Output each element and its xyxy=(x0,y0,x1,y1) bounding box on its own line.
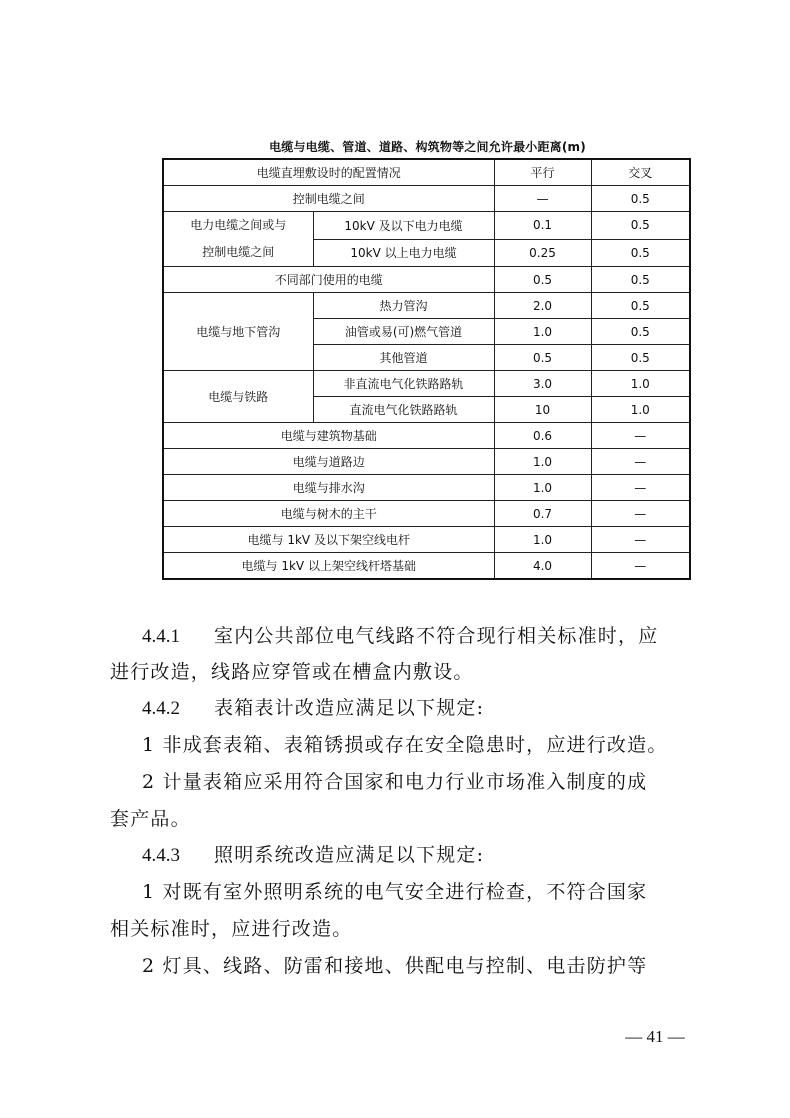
group-label-line: 电力电缆之间或与 xyxy=(190,218,287,232)
clause-4-4-3-item2-line1: 2 灯具、线路、防雷和接地、供配电与控制、电击防护等 xyxy=(142,955,648,977)
row-label: 其他管道 xyxy=(313,345,494,371)
row-parallel: 0.25 xyxy=(494,239,591,267)
cable-distance-table xyxy=(162,158,691,580)
table-row xyxy=(163,212,690,240)
row-parallel: — xyxy=(494,186,591,212)
table-row xyxy=(163,449,690,475)
clause-text: 照明系统改造应满足以下规定: xyxy=(214,844,485,866)
table-row xyxy=(163,423,690,449)
row-label: 电缆与树木的主干 xyxy=(163,501,494,527)
header-cross: 交叉 xyxy=(591,159,690,186)
row-cross: 0.5 xyxy=(591,186,690,212)
row-cross: — xyxy=(591,475,690,501)
row-parallel: 1.0 xyxy=(494,527,591,553)
table-row xyxy=(163,553,690,580)
row-label: 控制电缆之间 xyxy=(163,186,494,212)
clause-4-4-3-item1-line2: 相关标准时，应进行改造。 xyxy=(110,918,353,940)
clause-4-4-1-line1 xyxy=(142,624,727,649)
table-row xyxy=(163,267,690,293)
row-label: 10kV 及以下电力电缆 xyxy=(313,212,494,240)
clause-4-4-2-item1: 1 非成套表箱、表箱锈损或存在安全隐患时，应进行改造。 xyxy=(142,734,668,756)
clause-4-4-2-item2-line2: 套产品。 xyxy=(110,808,191,830)
row-parallel: 2.0 xyxy=(494,293,591,319)
row-parallel: 10 xyxy=(494,397,591,423)
row-parallel: 4.0 xyxy=(494,553,591,580)
table-row xyxy=(163,371,690,397)
table-row xyxy=(163,186,690,212)
row-parallel: 1.0 xyxy=(494,475,591,501)
row-parallel: 1.0 xyxy=(494,319,591,345)
row-cross: 1.0 xyxy=(591,397,690,423)
row-cross: 1.0 xyxy=(591,371,690,397)
table-row xyxy=(163,527,690,553)
row-cross: 0.5 xyxy=(591,239,690,267)
row-label: 热力管沟 xyxy=(313,293,494,319)
row-label: 非直流电气化铁路路轨 xyxy=(313,371,494,397)
clause-number: 4.4.3 xyxy=(142,845,180,866)
clause-4-4-1-line2: 进行改造，线路应穿管或在槽盒内敷设。 xyxy=(110,661,474,683)
row-parallel: 0.6 xyxy=(494,423,591,449)
header-config: 电缆直埋敷设时的配置情况 xyxy=(163,159,494,186)
clause-text: 室内公共部位电气线路不符合现行相关标准时，应 xyxy=(214,625,659,647)
row-parallel: 3.0 xyxy=(494,371,591,397)
row-parallel: 0.1 xyxy=(494,212,591,240)
group-label: 电缆与铁路 xyxy=(163,371,313,423)
clause-4-4-2-line1 xyxy=(142,696,727,721)
row-cross: 0.5 xyxy=(591,267,690,293)
row-label: 直流电气化铁路路轨 xyxy=(313,397,494,423)
table-row xyxy=(163,475,690,501)
header-parallel: 平行 xyxy=(494,159,591,186)
row-cross: — xyxy=(591,423,690,449)
table-header-row xyxy=(163,159,690,186)
clause-4-4-3-item1-line1: 1 对既有室外照明系统的电气安全进行检查，不符合国家 xyxy=(142,881,648,903)
row-cross: 0.5 xyxy=(591,212,690,240)
row-cross: 0.5 xyxy=(591,345,690,371)
row-label: 电缆与道路边 xyxy=(163,449,494,475)
row-label: 不同部门使用的电缆 xyxy=(163,267,494,293)
row-label: 电缆与排水沟 xyxy=(163,475,494,501)
clause-4-4-3-line1 xyxy=(142,843,727,868)
row-cross: 0.5 xyxy=(591,293,690,319)
row-label: 电缆与 1kV 以上架空线杆塔基础 xyxy=(163,553,494,580)
table-row xyxy=(163,501,690,527)
row-parallel: 0.5 xyxy=(494,267,591,293)
row-cross: — xyxy=(591,553,690,580)
clause-text: 表箱表计改造应满足以下规定: xyxy=(214,697,485,719)
table-row xyxy=(163,293,690,319)
clause-4-4-2-item2-line1: 2 计量表箱应采用符合国家和电力行业市场准入制度的成 xyxy=(142,771,648,793)
clause-number: 4.4.2 xyxy=(142,698,180,719)
row-label: 电缆与 1kV 及以下架空线电杆 xyxy=(163,527,494,553)
row-label: 10kV 以上电力电缆 xyxy=(313,239,494,267)
group-label-line: 控制电缆之间 xyxy=(202,245,275,259)
table-caption: 电缆与电缆、管道、道路、构筑物等之间允许最小距离(m) xyxy=(269,140,586,154)
row-label: 电缆与建筑物基础 xyxy=(163,423,494,449)
page-number: — 41 — xyxy=(625,1027,685,1046)
row-parallel: 0.5 xyxy=(494,345,591,371)
row-cross: — xyxy=(591,449,690,475)
clause-number: 4.4.1 xyxy=(142,626,180,647)
row-parallel: 0.7 xyxy=(494,501,591,527)
row-cross: 0.5 xyxy=(591,319,690,345)
row-cross: — xyxy=(591,501,690,527)
row-cross: — xyxy=(591,527,690,553)
group-label: 电缆与地下管沟 xyxy=(163,293,313,371)
row-parallel: 1.0 xyxy=(494,449,591,475)
group-label xyxy=(163,212,313,267)
row-label: 油管或易(可)燃气管道 xyxy=(313,319,494,345)
